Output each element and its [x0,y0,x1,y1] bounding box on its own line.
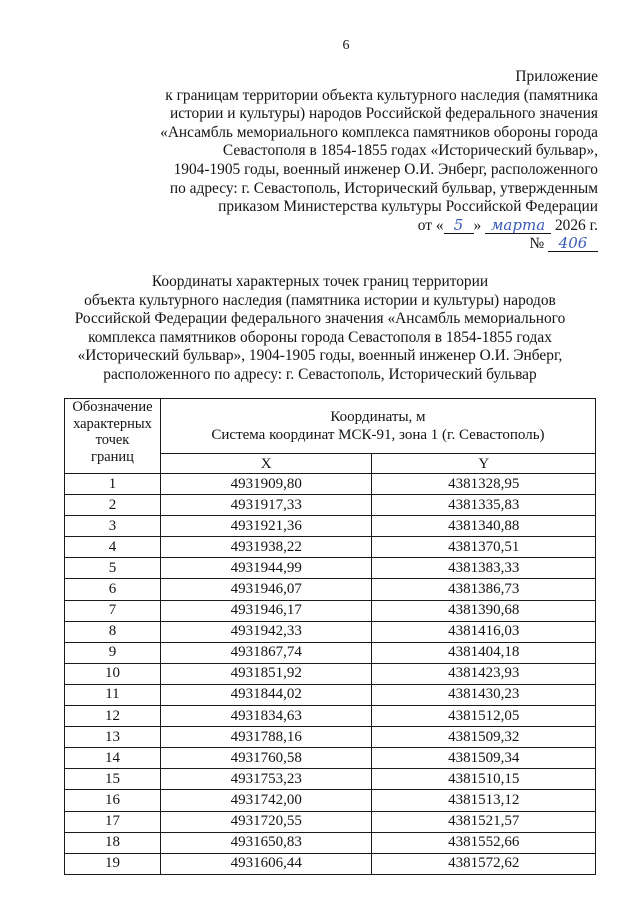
appendix-number-line [128,235,598,254]
table-row [65,516,596,537]
number-prefix: № [529,235,545,253]
x-value: 4931851,92 [160,663,372,684]
y-value: 4381416,03 [372,621,596,642]
x-value: 4931867,74 [160,642,372,663]
y-value: 4381423,93 [372,663,596,684]
table-row [65,600,596,621]
header-y: Y [372,454,596,474]
y-value: 4381512,05 [372,706,596,727]
table-row [65,790,596,811]
appendix-heading: Приложение [515,68,598,85]
page-number: 6 [342,38,350,53]
y-value: 4381383,33 [372,558,596,579]
x-value: 4931909,80 [160,474,372,495]
coordinates-table [64,398,596,875]
appendix-line: «Ансамбль мемориального комплекса памятников обороны города [160,123,598,141]
header-point-line: границ [91,448,134,465]
y-value: 4381430,23 [372,684,596,705]
y-value: 4381509,34 [372,748,596,769]
y-value: 4381328,95 [372,474,596,495]
handwritten-number: 406 [548,236,598,252]
point-number: 3 [65,516,161,537]
y-value: 4381509,32 [372,727,596,748]
title-line: комплекса памятников обороны города Севастополя в 1854-1855 годах [88,328,552,346]
y-value: 4381513,12 [372,790,596,811]
y-value: 4381552,66 [372,832,596,853]
point-number: 19 [65,853,161,874]
x-value: 4931788,16 [160,727,372,748]
point-number: 1 [65,474,161,495]
point-number: 7 [65,600,161,621]
header-coords-system: Система координат МСК-91, зона 1 (г. Севастополь) [211,427,545,443]
header-coords-title: Координаты, м [330,409,426,425]
header-x: X [160,454,372,474]
y-value: 4381572,62 [372,853,596,874]
x-value: 4931938,22 [160,537,372,558]
x-value: 4931742,00 [160,790,372,811]
document-title [0,273,640,385]
handwritten-month: марта [485,218,551,234]
y-value: 4381521,57 [372,811,596,832]
point-number: 6 [65,579,161,600]
table-row [65,495,596,516]
date-year: 2026 г. [554,216,598,234]
table-row [65,811,596,832]
y-value: 4381335,83 [372,495,596,516]
point-number: 10 [65,663,161,684]
y-value: 4381404,18 [372,642,596,663]
point-number: 17 [65,811,161,832]
title-line: Координаты характерных точек границ территории [151,273,489,290]
point-number: 13 [65,727,161,748]
point-number: 11 [65,684,161,705]
point-number: 5 [65,558,161,579]
table-row [65,579,596,600]
appendix-line: истории и культуры) народов Российской федерального значения [169,105,598,123]
x-value: 4931946,07 [160,579,372,600]
appendix-block [128,68,598,254]
point-number: 14 [65,748,161,769]
table-row [65,727,596,748]
handwritten-day: 5 [444,218,474,234]
point-number: 16 [65,790,161,811]
point-number: 12 [65,706,161,727]
table-row [65,748,596,769]
x-value: 4931834,63 [160,706,372,727]
point-number: 9 [65,642,161,663]
table-row [65,853,596,874]
y-value: 4381370,51 [372,537,596,558]
title-line: Российской Федерации федерального значения «Ансамбль мемориального [74,310,566,328]
table-row [65,706,596,727]
point-number: 4 [65,537,161,558]
y-value: 4381386,73 [372,579,596,600]
point-number: 15 [65,769,161,790]
x-value: 4931720,55 [160,811,372,832]
point-number: 18 [65,832,161,853]
y-value: 4381340,88 [372,516,596,537]
table-row [65,663,596,684]
x-value: 4931944,99 [160,558,372,579]
header-point-designation [65,399,161,474]
table-row [65,621,596,642]
point-number: 2 [65,495,161,516]
appendix-line: к границам территории объекта культурного наследия (памятника [165,86,598,104]
date-prefix: от « [417,216,444,234]
table-row [65,537,596,558]
header-point-line: точек [95,432,130,448]
header-point-line: характерных [73,415,152,432]
x-value: 4931917,33 [160,495,372,516]
appendix-line: приказом Министерства культуры Российской Федерации [218,198,598,216]
y-value: 4381390,68 [372,600,596,621]
table-row [65,769,596,790]
table-row [65,642,596,663]
title-line: расположенного по адресу: г. Севастополь, Исторический бульвар [103,365,537,383]
table-row [65,474,596,495]
point-number: 8 [65,621,161,642]
appendix-line: Севастополя в 1854-1855 годах «Исторический бульвар», [222,142,598,160]
table-row [65,832,596,853]
x-value: 4931946,17 [160,600,372,621]
table-row [65,558,596,579]
appendix-line: 1904-1905 годы, военный инженер О.И. Энберг, расположенного [173,160,598,178]
header-coordinates [160,399,595,454]
x-value: 4931606,44 [160,853,372,874]
x-value: 4931921,36 [160,516,372,537]
header-point-line: Обозначение [72,399,153,415]
title-line: объекта культурного наследия (памятника истории и культуры) народов [84,291,556,309]
x-value: 4931844,02 [160,684,372,705]
appendix-date-line [128,217,598,236]
y-value: 4381510,15 [372,769,596,790]
table-body [65,474,596,875]
x-value: 4931753,23 [160,769,372,790]
appendix-line: по адресу: г. Севастополь, Исторический бульвар, утвержденным [169,179,598,197]
title-line: «Исторический бульвар», 1904-1905 годы, военный инженер О.И. Энберг, [77,347,563,365]
x-value: 4931942,33 [160,621,372,642]
x-value: 4931760,58 [160,748,372,769]
date-mid: » [473,216,482,234]
x-value: 4931650,83 [160,832,372,853]
table-row [65,684,596,705]
